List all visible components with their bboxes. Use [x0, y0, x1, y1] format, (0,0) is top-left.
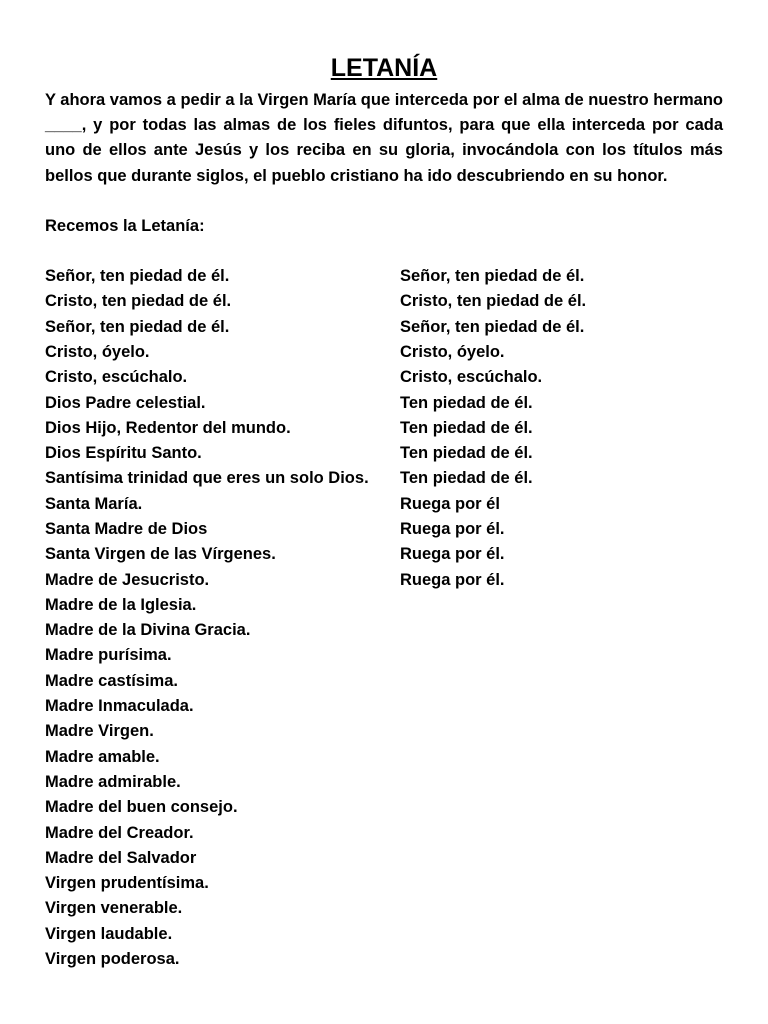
- litany-invocation: Dios Padre celestial.: [45, 393, 206, 412]
- litany-row: [45, 846, 723, 871]
- litany-row: [45, 441, 723, 466]
- litany-row: [45, 871, 723, 896]
- litany-invocation: Virgen laudable.: [45, 924, 173, 943]
- litany-invocation: Madre admirable.: [45, 772, 181, 791]
- litany-invocation: Madre purísima.: [45, 646, 172, 665]
- litany-invocation: Madre de Jesucristo.: [45, 570, 210, 589]
- litany-invocation: Santa Virgen de las Vírgenes.: [45, 545, 276, 564]
- litany-row: [45, 391, 723, 416]
- litany-response: Señor, ten piedad de él.: [400, 267, 585, 286]
- litany-row: [45, 492, 723, 517]
- litany-invocation: Madre de la Iglesia.: [45, 595, 197, 614]
- litany-response: Ten piedad de él.: [400, 393, 533, 412]
- litany-row: [45, 896, 723, 921]
- litany-row: [45, 568, 723, 593]
- litany-response: Señor, ten piedad de él.: [400, 317, 585, 336]
- litany-invocation: Cristo, escúchalo.: [45, 368, 188, 387]
- litany-row: [45, 416, 723, 441]
- litany-row: [45, 669, 723, 694]
- litany-row: [45, 745, 723, 770]
- litany-response: Ten piedad de él.: [400, 444, 533, 463]
- litany-invocation: Dios Espíritu Santo.: [45, 444, 202, 463]
- litany-row: [45, 365, 723, 390]
- litany-row: [45, 466, 723, 491]
- litany-response: Ruega por él.: [400, 519, 505, 538]
- litany-invocation: Señor, ten piedad de él.: [45, 267, 230, 286]
- litany-row: [45, 770, 723, 795]
- litany-invocation: Madre castísima.: [45, 671, 178, 690]
- litany-invocation: Virgen poderosa.: [45, 950, 180, 969]
- litany-invocation: Virgen venerable.: [45, 899, 183, 918]
- litany-response: [400, 745, 723, 770]
- litany-response: [400, 795, 723, 820]
- litany-row: [45, 340, 723, 365]
- litany-response: [400, 871, 723, 896]
- litany-invocation: Santa María.: [45, 494, 143, 513]
- litany-invocation: Señor, ten piedad de él.: [45, 317, 230, 336]
- litany-row: [45, 947, 723, 972]
- litany-row: [45, 618, 723, 643]
- litany-response: Cristo, escúchalo.: [400, 368, 543, 387]
- intro-paragraph: Y ahora vamos a pedir a la Virgen María que interceda por el alma de nuestro hermano ____, y por todas las almas de los fieles difuntos, para que ella interceda por cada uno de ellos ante Jesús y los reciba en su gloria, invocándola con los títulos más bellos que durante siglos, el pueblo cristiano ha ido descubriendo en su honor.: [45, 91, 723, 185]
- litany-row: [45, 821, 723, 846]
- litany-invocation: Santísima trinidad que eres un solo Dios.: [45, 469, 369, 488]
- litany-row: [45, 542, 723, 567]
- litany-row: [45, 643, 723, 668]
- litany-invocation: Santa Madre de Dios: [45, 519, 208, 538]
- litany-list: [45, 264, 723, 972]
- litany-row: [45, 694, 723, 719]
- litany-response: Ruega por él.: [400, 545, 505, 564]
- litany-response: Ten piedad de él.: [400, 418, 533, 437]
- litany-response: [400, 770, 723, 795]
- litany-invocation: Madre Virgen.: [45, 722, 154, 741]
- litany-row: [45, 315, 723, 340]
- litany-row: [45, 719, 723, 744]
- litany-response: [400, 896, 723, 921]
- litany-response: Cristo, óyelo.: [400, 342, 505, 361]
- litany-subheading: Recemos la Letanía:: [45, 216, 205, 235]
- litany-response: [400, 643, 723, 668]
- litany-invocation: Dios Hijo, Redentor del mundo.: [45, 418, 291, 437]
- litany-invocation: Madre del Salvador: [45, 848, 197, 867]
- litany-invocation: Madre amable.: [45, 747, 160, 766]
- litany-invocation: Madre del Creador.: [45, 823, 194, 842]
- litany-invocation: Madre de la Divina Gracia.: [45, 621, 251, 640]
- litany-invocation: Cristo, ten piedad de él.: [45, 292, 232, 311]
- litany-invocation: Virgen prudentísima.: [45, 874, 209, 893]
- litany-row: [45, 517, 723, 542]
- litany-invocation: Cristo, óyelo.: [45, 342, 150, 361]
- litany-response: [400, 719, 723, 744]
- litany-row: [45, 593, 723, 618]
- litany-response: [400, 922, 723, 947]
- litany-response: [400, 618, 723, 643]
- litany-response: [400, 947, 723, 972]
- litany-row: [45, 922, 723, 947]
- litany-response: [400, 694, 723, 719]
- litany-response: Cristo, ten piedad de él.: [400, 292, 587, 311]
- document-page: [45, 52, 723, 972]
- litany-response: Ten piedad de él.: [400, 469, 533, 488]
- page-title: LETANÍA: [330, 54, 438, 82]
- litany-invocation: Madre Inmaculada.: [45, 697, 194, 716]
- litany-invocation: Madre del buen consejo.: [45, 798, 238, 817]
- litany-response: [400, 821, 723, 846]
- litany-response: [400, 593, 723, 618]
- litany-row: [45, 264, 723, 289]
- litany-response: [400, 846, 723, 871]
- litany-row: [45, 795, 723, 820]
- litany-response: Ruega por él.: [400, 570, 505, 589]
- litany-response: Ruega por él: [400, 494, 500, 513]
- litany-row: [45, 289, 723, 314]
- litany-response: [400, 669, 723, 694]
